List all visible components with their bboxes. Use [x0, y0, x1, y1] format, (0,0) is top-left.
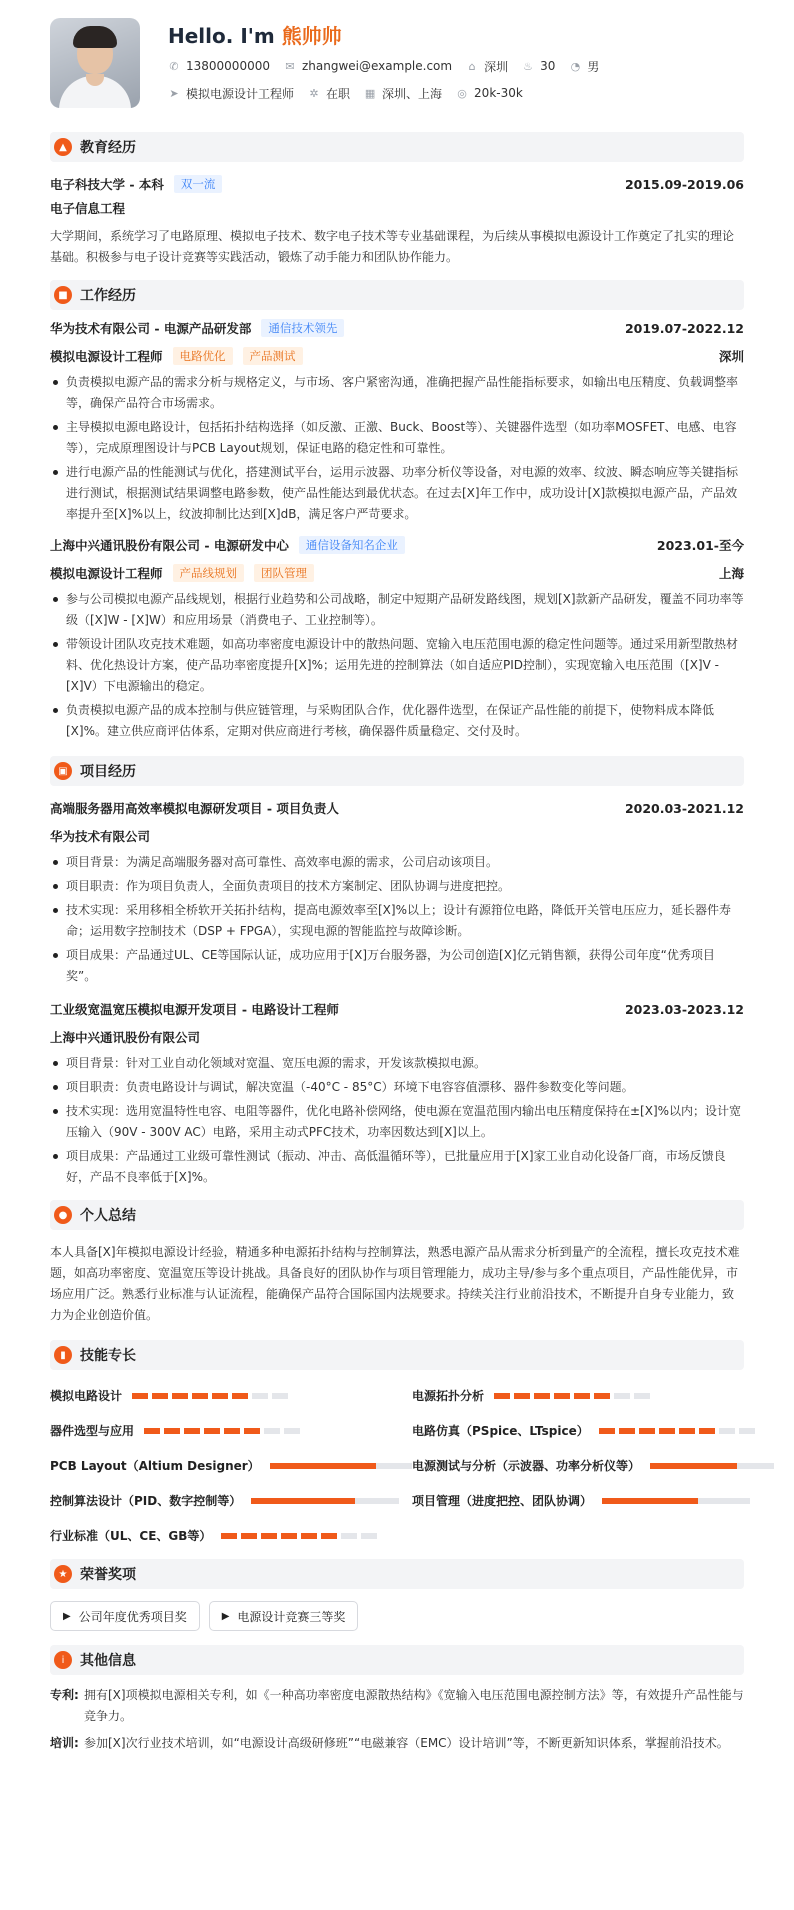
- summary-section-header: [50, 1200, 744, 1230]
- patent-label: 专利:: [50, 1688, 79, 1702]
- other-title: 其他信息: [80, 1653, 136, 1669]
- skill-level-segment: [301, 1533, 317, 1539]
- award-item: [50, 1601, 200, 1631]
- skill-level-segment: [241, 1533, 257, 1539]
- project-name: 工业级宽温宽压模拟电源开发项目 - 电路设计工程师: [50, 1002, 339, 1017]
- award-label: 电源设计竞赛三等奖: [237, 1609, 346, 1624]
- play-icon: ▶: [221, 1610, 230, 1622]
- skill-level-segment: [192, 1393, 208, 1399]
- avatar: [50, 18, 140, 108]
- greeting-title: [168, 20, 613, 50]
- contact-row: [168, 55, 613, 77]
- email-text: zhangwei@example.com: [301, 59, 453, 73]
- skill-level-segment: [164, 1428, 180, 1434]
- skill-level-segment: [594, 1393, 610, 1399]
- project-period: 2020.03-2021.12: [624, 800, 744, 816]
- skill-level-bar: [251, 1498, 399, 1504]
- resume-header: [50, 18, 744, 130]
- skill-level-bar: [602, 1498, 750, 1504]
- skill-name: 行业标准（UL、CE、GB等）: [50, 1529, 212, 1543]
- skill-level-segment: [639, 1428, 655, 1434]
- awards-section-header: [50, 1559, 744, 1589]
- education-section-header: [50, 132, 744, 162]
- cake-icon: ♨: [523, 59, 534, 73]
- list-item: 主导模拟电源电路设计，包括拓扑结构选择（如反激、正激、Buck、Boost等）、关键器件选型（如功率MOSFET、电感、电容等），完成原理图设计与PCB Layout规划，保证电路的稳定性和可靠性。: [50, 417, 744, 459]
- education-entry: [50, 172, 744, 268]
- role-tag: 产品测试: [243, 347, 303, 365]
- skill-level-segment: [252, 1393, 268, 1399]
- company-tag: 通信设备知名企业: [299, 536, 405, 554]
- awards-list: [50, 1601, 744, 1631]
- skill-level-dashes: [494, 1393, 654, 1399]
- skill-level-segment: [739, 1428, 755, 1434]
- list-item: 带领设计团队攻克技术难题，如高功率密度电源设计中的散热问题、宽输入电压范围电源的稳定性问题等。通过采用新型散热材料、优化热设计方案，使产品功率密度提升[X]%；运用先进的控制算法（如自适应PID控制），实现宽输入电压范围（[X]V - [X]V）下电源输出的稳定。: [50, 634, 744, 697]
- graduation-cap-icon: ▲: [54, 138, 72, 156]
- project-company: 上海中兴通讯股份有限公司: [50, 1030, 201, 1045]
- job-text: 模拟电源设计工程师: [186, 86, 295, 101]
- skill-level-segment: [152, 1393, 168, 1399]
- skill-name: 模拟电路设计: [50, 1389, 123, 1403]
- work-title: 工作经历: [80, 288, 136, 304]
- education-desc: 大学期间，系统学习了电路原理、模拟电子技术、数字电子技术等专业基础课程，为后续从事模拟电源设计工作奠定了扎实的理论基础。积极参与电子设计竞赛等实践活动，锻炼了动手能力和团队协作能力。: [50, 229, 735, 264]
- skill-name: 电源测试与分析（示波器、功率分析仪等）: [412, 1459, 641, 1473]
- projects-section-header: [50, 756, 744, 786]
- skill-level-segment: [494, 1393, 510, 1399]
- major-name: 电子信息工程: [50, 201, 126, 216]
- skills-title: 技能专长: [80, 1348, 136, 1364]
- skill-level-dashes: [221, 1533, 381, 1539]
- skill-level-segment: [281, 1533, 297, 1539]
- other-section-header: [50, 1645, 744, 1675]
- skill-level-segment: [614, 1393, 630, 1399]
- list-item: 项目背景：针对工业自动化领域对宽温、宽压电源的需求，开发该款模拟电源。: [50, 1053, 744, 1074]
- skill-level-segment: [264, 1428, 280, 1434]
- skill-name: 电路仿真（PSpice、LTspice）: [412, 1424, 589, 1438]
- school-tag: 双一流: [174, 175, 223, 193]
- awards-title: 荣誉奖项: [80, 1567, 136, 1583]
- skill-item: [50, 1483, 412, 1518]
- status-text: 在职: [326, 86, 351, 101]
- skill-level-segment: [132, 1393, 148, 1399]
- skill-level-segment: [212, 1393, 228, 1399]
- role-tag: 电路优化: [173, 347, 233, 365]
- skill-level-segment: [321, 1533, 337, 1539]
- list-item: 进行电源产品的性能测试与优化，搭建测试平台，运用示波器、功率分析仪等设备，对电源的效率、纹波、瞬态响应等关键指标进行测试，根据测试结果调整电路参数，使产品性能达到最优状态。在过去[X]年工作中，成功设计[X]款模拟电源产品，产品效率提升至[X]%以上，纹波抑制比达到[X]dB，满足客户严苛要求。: [50, 462, 744, 525]
- skill-level-segment: [699, 1428, 715, 1434]
- training-row: [50, 1733, 744, 1754]
- skill-level-segment: [634, 1393, 650, 1399]
- skill-item: [412, 1413, 774, 1448]
- gender-text: 男: [587, 59, 600, 74]
- skill-level-segment: [172, 1393, 188, 1399]
- skill-level-segment: [224, 1428, 240, 1434]
- skills-grid: [50, 1378, 744, 1553]
- skill-level-segment: [221, 1533, 237, 1539]
- skill-level-fill: [270, 1463, 377, 1469]
- skill-level-segment: [514, 1393, 530, 1399]
- send-icon: ➤: [169, 86, 179, 100]
- skill-item: [50, 1518, 412, 1553]
- list-item: 项目成果：产品通过UL、CE等国际认证，成功应用于[X]万台服务器，为公司创造[X]亿元销售额，获得公司年度“优秀项目奖”。: [50, 945, 744, 987]
- skill-level-segment: [361, 1533, 377, 1539]
- skill-level-fill: [650, 1463, 737, 1469]
- education-title: 教育经历: [80, 140, 136, 156]
- work-section-header: [50, 280, 744, 310]
- summary-text: 本人具备[X]年模拟电源设计经验，精通多种电源拓扑结构与控制算法，熟悉电源产品从需求分析到量产的全流程，擅长攻克技术难题，如高功率密度、宽温宽压等设计挑战。具备良好的团队协作与项目管理能力，成功主导/参与多个重点项目，产品性能优异，市场应用广泛。熟悉行业标准与认证流程，能确保产品符合国际国内法规要求。持续关注行业前沿技术，不断提升自身专业能力，致力为企业创造价值。: [50, 1245, 740, 1322]
- project-entry: [50, 997, 744, 1188]
- skill-item: [412, 1378, 774, 1413]
- play-icon: ▶: [63, 1610, 71, 1622]
- summary-title: 个人总结: [80, 1208, 136, 1224]
- skill-level-bar: [650, 1463, 774, 1469]
- skill-level-segment: [232, 1393, 248, 1399]
- skill-level-segment: [719, 1428, 735, 1434]
- skill-level-segment: [204, 1428, 220, 1434]
- role-name: 模拟电源设计工程师: [50, 349, 163, 364]
- skill-level-segment: [244, 1428, 260, 1434]
- salary-icon: ◎: [457, 86, 467, 100]
- skill-level-segment: [619, 1428, 635, 1434]
- phone-text: 13800000000: [186, 59, 270, 73]
- award-item: [209, 1601, 359, 1631]
- skill-name: 控制算法设计（PID、数字控制等）: [50, 1494, 242, 1508]
- gender-icon: ◔: [570, 59, 581, 73]
- medal-icon: ★: [54, 1565, 72, 1583]
- status-icon: ✲: [309, 86, 319, 100]
- skill-level-segment: [261, 1533, 277, 1539]
- skill-name: 器件选型与应用: [50, 1424, 135, 1438]
- skills-section-header: [50, 1340, 744, 1370]
- skill-name: 电源拓扑分析: [412, 1389, 485, 1403]
- role-tag: 团队管理: [254, 564, 314, 582]
- info-icon: i: [54, 1651, 72, 1669]
- briefcase-icon: ■: [54, 286, 72, 304]
- work-entry: [50, 316, 744, 525]
- job-row: [168, 82, 613, 104]
- list-item: 项目成果：产品通过工业级可靠性测试（振动、冲击、高低温循环等），已批量应用于[X]家工业自动化设备厂商，市场反馈良好，产品不良率低于[X]%。: [50, 1146, 744, 1188]
- skill-item: [412, 1448, 774, 1483]
- user-icon: ●: [54, 1206, 72, 1224]
- list-item: 项目背景：为满足高端服务器对高可靠性、高效率电源的需求，公司启动该项目。: [50, 852, 744, 873]
- skill-level-segment: [184, 1428, 200, 1434]
- skill-item: [50, 1448, 412, 1483]
- skill-level-segment: [554, 1393, 570, 1399]
- company-name: 华为技术有限公司 - 电源产品研发部: [50, 321, 252, 336]
- project-company: 华为技术有限公司: [50, 829, 151, 844]
- company-tag: 通信技术领先: [261, 319, 344, 337]
- phone-icon: ✆: [169, 59, 179, 73]
- work-entry: [50, 533, 744, 742]
- skill-item: [50, 1378, 412, 1413]
- skill-level-dashes: [144, 1428, 304, 1434]
- skill-level-dashes: [132, 1393, 292, 1399]
- school-name: 电子科技大学 - 本科: [50, 177, 164, 192]
- skill-item: [50, 1413, 412, 1448]
- skill-level-fill: [251, 1498, 355, 1504]
- list-item: 参与公司模拟电源产品线规划，根据行业趋势和公司战略，制定中短期产品研发路线图，规划[X]款新产品研发，覆盖不同功率等级（[X]W - [X]W）和应用场景（消费电子、工业控制等）。: [50, 589, 744, 631]
- grid-icon: ▣: [54, 762, 72, 780]
- age-text: 30: [540, 59, 556, 73]
- company-name: 上海中兴通讯股份有限公司 - 电源研发中心: [50, 538, 289, 553]
- skill-level-segment: [574, 1393, 590, 1399]
- education-period: 2015.09-2019.06: [624, 176, 744, 192]
- patent-row: [50, 1685, 744, 1727]
- skill-level-segment: [599, 1428, 615, 1434]
- list-item: 负责模拟电源产品的成本控制与供应链管理，与采购团队合作，优化器件选型，在保证产品性能的前提下，使物料成本降低[X]%。建立供应商评估体系，定期对供应商进行考核，确保器件质量稳定、交付及时。: [50, 700, 744, 742]
- patent-text: 拥有[X]项模拟电源相关专利，如《一种高功率密度电源散热结构》《宽输入电压范围电源控制方法》等，有效提升产品性能与竞争力。: [84, 1688, 744, 1723]
- skill-name: 项目管理（进度把控、团队协调）: [412, 1494, 593, 1508]
- award-label: 公司年度优秀项目奖: [78, 1609, 187, 1624]
- skill-level-dashes: [599, 1428, 759, 1434]
- training-text: 参加[X]次行业技术培训，如“电源设计高级研修班”“电磁兼容（EMC）设计培训”等，不断更新知识体系，掌握前沿技术。: [84, 1736, 729, 1750]
- skill-item: [412, 1483, 774, 1518]
- project-entry: [50, 796, 744, 987]
- candidate-name: 熊帅帅: [281, 24, 342, 48]
- list-item: 项目职责：作为项目负责人，全面负责项目的技术方案制定、团队协调与进度把控。: [50, 876, 744, 897]
- chart-icon: ▮: [54, 1346, 72, 1364]
- list-item: 项目职责：负责电路设计与调试，解决宽温（-40°C - 85°C）环境下电容容值漂移、器件参数变化等问题。: [50, 1077, 744, 1098]
- salary-text: 20k-30k: [474, 86, 523, 100]
- building-icon: ▦: [364, 86, 376, 100]
- role-name: 模拟电源设计工程师: [50, 566, 163, 581]
- city-text: 深圳: [484, 59, 509, 74]
- project-name: 高端服务器用高效率模拟电源研发项目 - 项目负责人: [50, 801, 339, 816]
- list-item: 技术实现：采用移相全桥软开关拓扑结构，提高电源效率至[X]%以上；设计有源箝位电路，降低开关管电压应力，延长器件寿命；运用数字控制技术（DSP + FPGA），实现电源的智能监控与故障诊断。: [50, 900, 744, 942]
- skill-level-segment: [341, 1533, 357, 1539]
- skill-level-segment: [272, 1393, 288, 1399]
- skill-level-segment: [659, 1428, 675, 1434]
- work-period: 2023.01-至今: [656, 538, 744, 553]
- skill-level-bar: [270, 1463, 412, 1469]
- mail-icon: ✉: [285, 59, 295, 73]
- role-tag: 产品线规划: [173, 564, 245, 582]
- project-period: 2023.03-2023.12: [624, 1001, 744, 1017]
- work-city: 深圳: [718, 349, 744, 364]
- header-info: [168, 18, 613, 104]
- training-label: 培训:: [50, 1736, 79, 1750]
- skill-level-fill: [602, 1498, 698, 1504]
- projects-title: 项目经历: [80, 764, 136, 780]
- target-city-text: 深圳、上海: [382, 86, 443, 101]
- skill-name: PCB Layout（Altium Designer）: [50, 1459, 260, 1473]
- skill-level-segment: [284, 1428, 300, 1434]
- skill-level-segment: [534, 1393, 550, 1399]
- skill-level-segment: [679, 1428, 695, 1434]
- list-item: 负责模拟电源产品的需求分析与规格定义，与市场、客户紧密沟通，准确把握产品性能指标要求，如输出电压精度、负载调整率等，确保产品符合市场需求。: [50, 372, 744, 414]
- greeting-text: Hello. I'm: [168, 24, 282, 48]
- work-city: 上海: [718, 566, 744, 581]
- home-icon: ⌂: [468, 59, 476, 73]
- work-period: 2019.07-2022.12: [624, 320, 744, 336]
- skill-level-segment: [144, 1428, 160, 1434]
- list-item: 技术实现：选用宽温特性电容、电阻等器件，优化电路补偿网络，使电源在宽温范围内输出电压精度保持在±[X]%以内；设计宽压输入（90V - 300V AC）电路，采用主动式PFC技术，功率因数达到[X]以上。: [50, 1101, 744, 1143]
